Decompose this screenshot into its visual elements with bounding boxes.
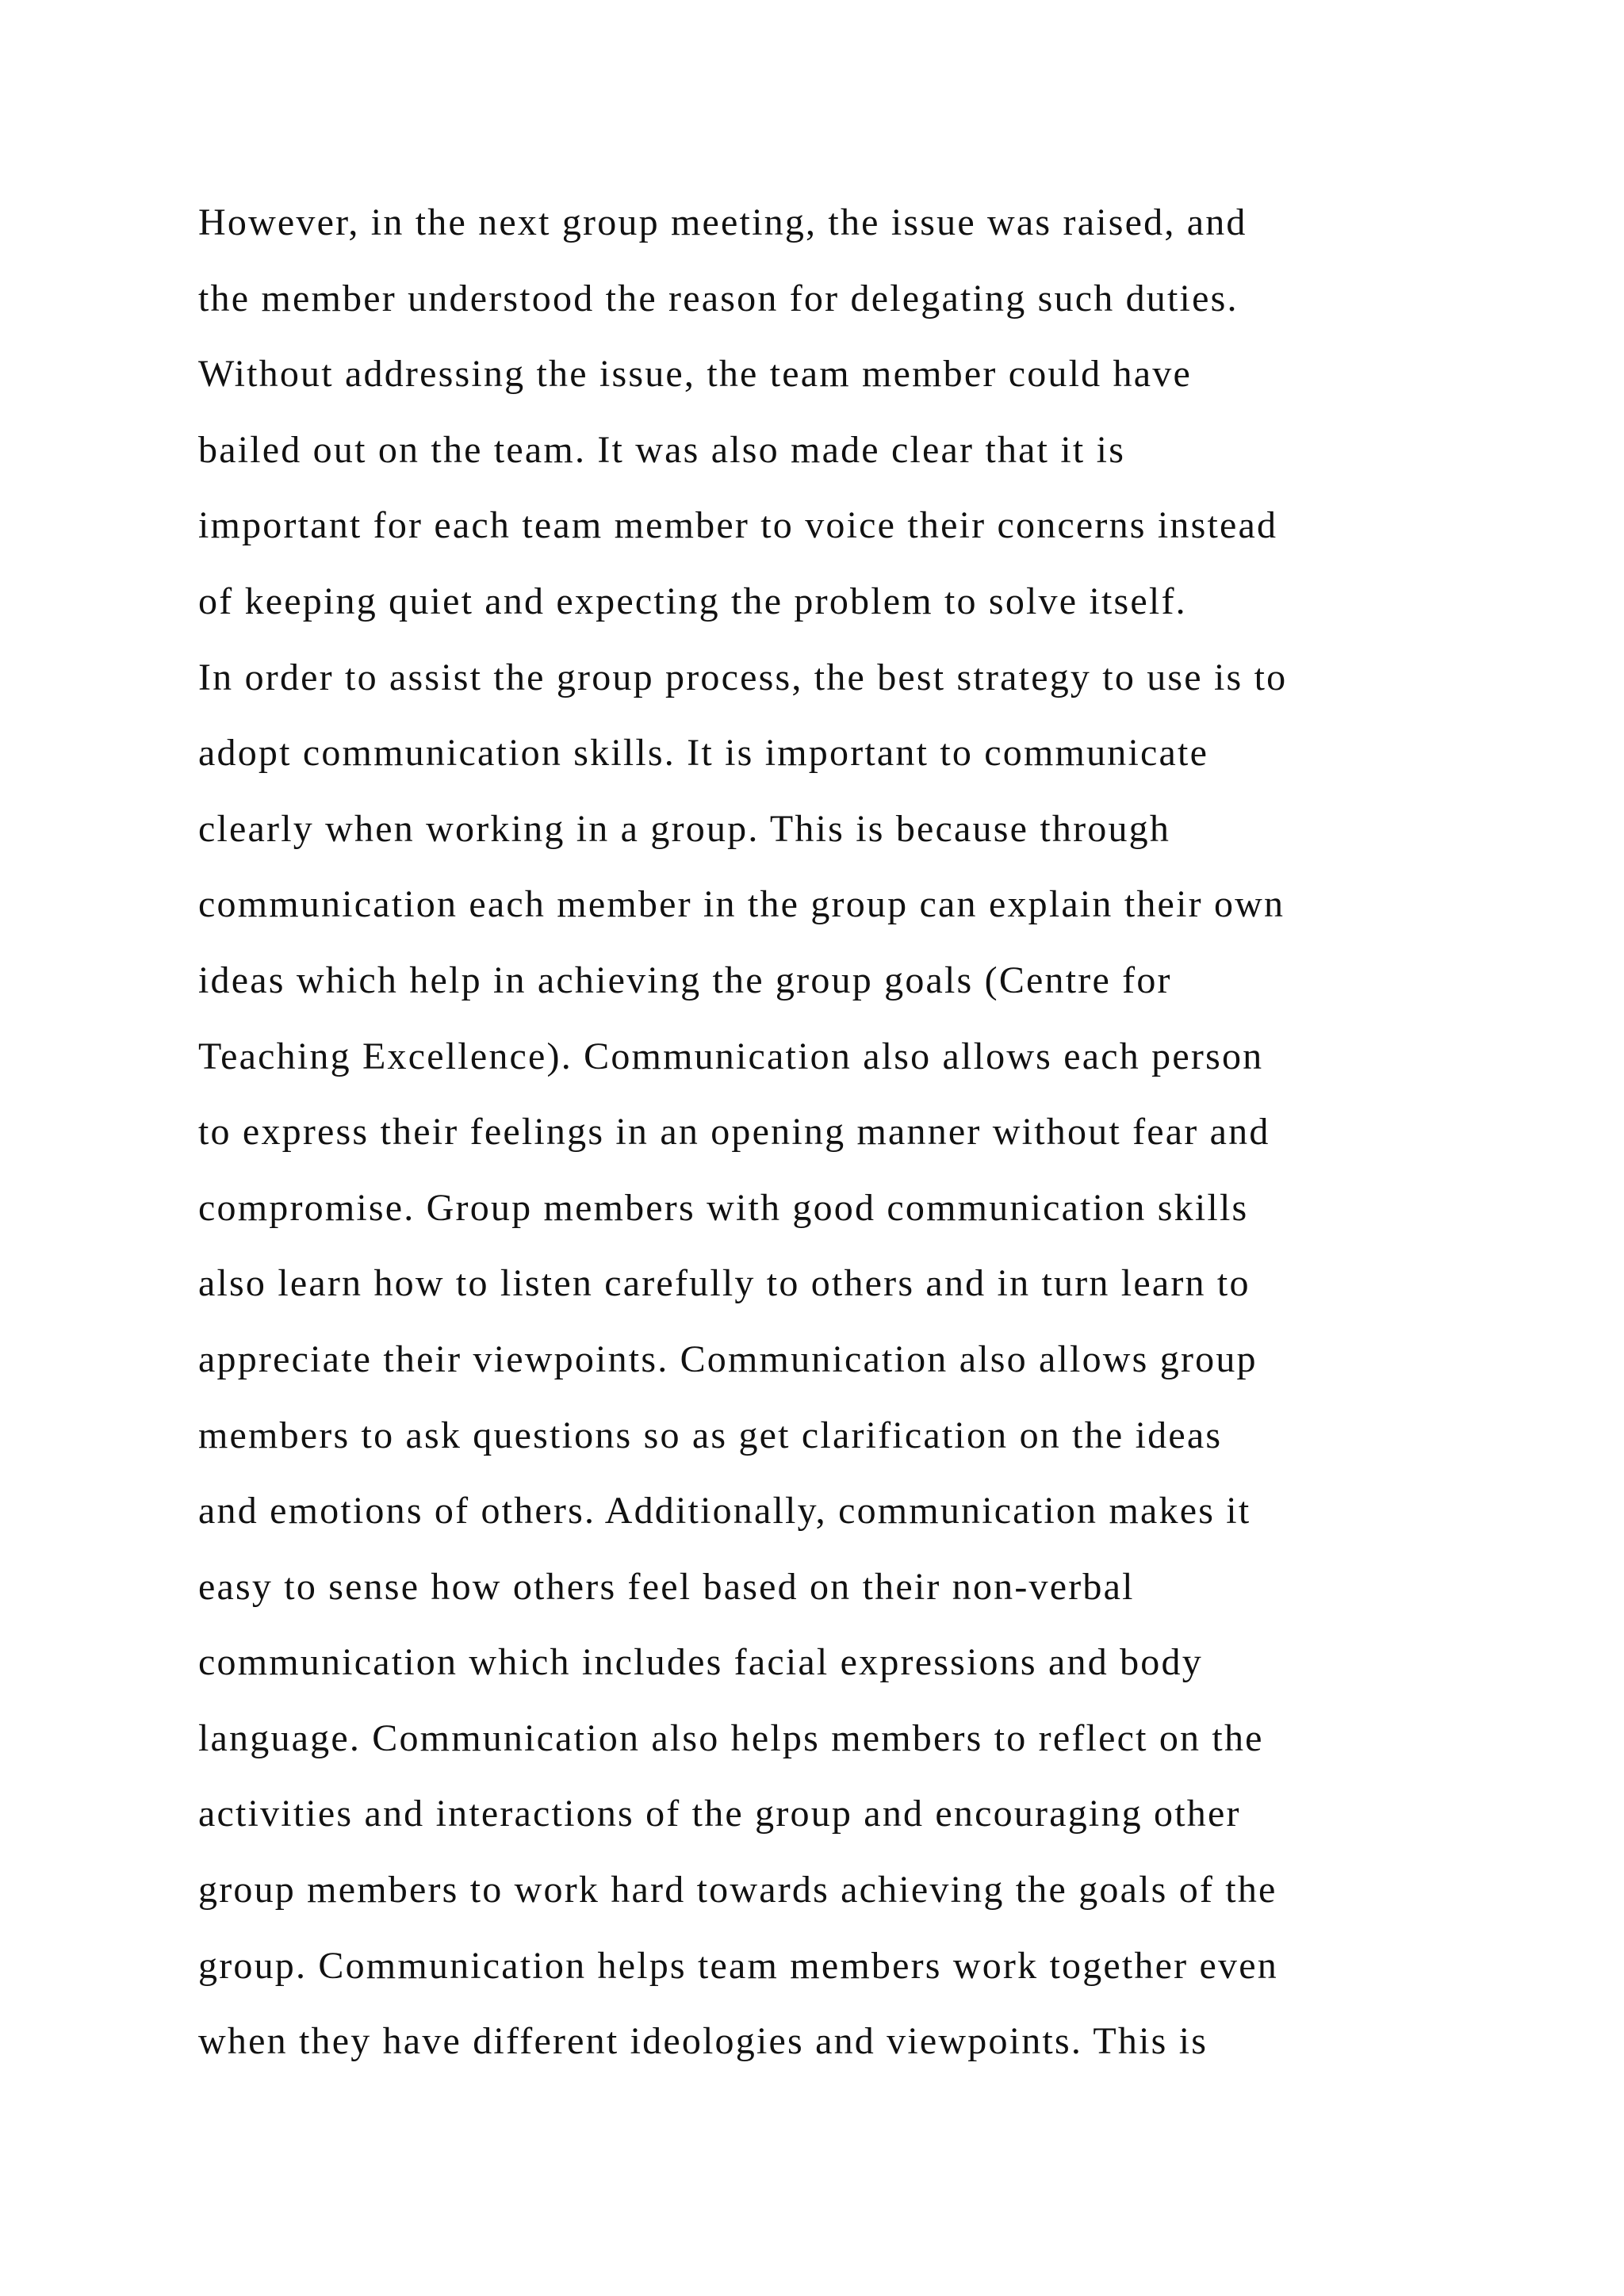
text-line: ideas which help in achieving the group goals (Centre for: [198, 959, 1172, 1001]
text-line: easy to sense how others feel based on their non-verbal: [198, 1565, 1135, 1608]
text-line: compromise. Group members with good communication skills: [198, 1186, 1249, 1229]
text-line: important for each team member to voice their concerns instead: [198, 504, 1278, 547]
text-line: when they have different ideologies and viewpoints. This is: [198, 2020, 1208, 2063]
text-line: communication each member in the group can explain their own: [198, 883, 1285, 926]
text-line: communication which includes facial expressions and body: [198, 1641, 1203, 1684]
text-line: members to ask questions so as get clarification on the ideas: [198, 1414, 1223, 1456]
text-line: appreciate their viewpoints. Communication also allows group: [198, 1337, 1258, 1380]
text-line: However, in the next group meeting, the issue was raised, and: [198, 201, 1247, 243]
body-text: [198, 188, 1515, 2083]
text-line: also learn how to listen carefully to others and in turn learn to: [198, 1262, 1251, 1305]
text-line: clearly when working in a group. This is because through: [198, 807, 1171, 850]
text-line: bailed out on the team. It was also made clear that it is: [198, 428, 1126, 471]
text-line: activities and interactions of the group and encouraging other: [198, 1793, 1241, 1835]
text-line: Teaching Excellence). Communication also allows each person: [198, 1035, 1264, 1077]
text-line: the member understood the reason for delegating such duties.: [198, 277, 1239, 320]
text-line: adopt communication skills. It is important to communicate: [198, 732, 1209, 775]
text-line: language. Communication also helps members to reflect on the: [198, 1716, 1264, 1759]
text-line: and emotions of others. Additionally, communication makes it: [198, 1490, 1251, 1533]
text-line: group members to work hard towards achieving the goals of the: [198, 1869, 1277, 1911]
text-line: of keeping quiet and expecting the problem to solve itself.: [198, 580, 1187, 622]
text-line: to express their feelings in an opening manner without fear and: [198, 1111, 1270, 1154]
text-line: In order to assist the group process, the best strategy to use is to: [198, 656, 1288, 698]
text-line: Without addressing the issue, the team member could have: [198, 353, 1192, 396]
text-line: group. Communication helps team members work together even: [198, 1944, 1278, 1987]
